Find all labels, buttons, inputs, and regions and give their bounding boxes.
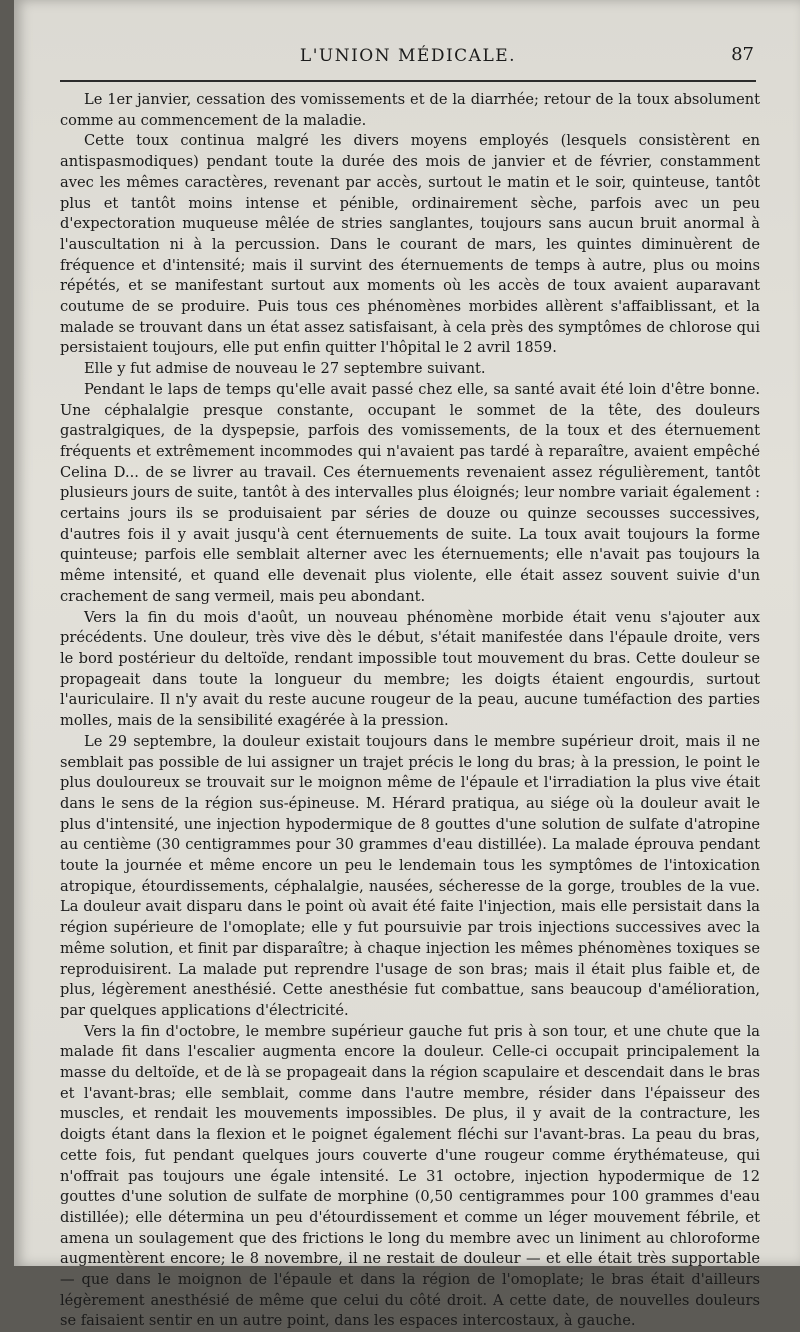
paragraph: Pendant le laps de temps qu'elle avait passé chez elle, sa santé avait été loin d'être bonne. Une céphalalgie presque constante, occupant le sommet de la tête, des douleurs gastralgiques, de la dyspepsie, parfois des vomissements, de la toux et des éternuement fréquents et extrêmement incommodes qui n'avaient pas tardé à reparaître, avaient empêché Celina D... de se livrer au travail. Ces éternuements revenaient assez régulièrement, tantôt plusieurs jours de suite, tantôt à des intervalles plus éloignés; leur nombre variait également : certains jours ils se produisaient par séries de douze ou quinze secousses successives, d'autres fois il y avait jusqu'à cent éternuements de suite. La toux avait toujours la forme quinteuse; parfois elle semblait alterner avec les éternuements; elle n'avait pas toujours la même intensité, et quand elle devenait plus violente, elle était assez souvent suivie d'un crachement de sang vermeil, mais peu abondant.: [60, 380, 761, 605]
paragraph: Le 29 septembre, la douleur existait toujours dans le membre supérieur droit, mais il ne semblait pas possible de lui assigner un trajet précis le long du bras; à la pression, le point le plus douloureux se trouvait sur le moignon même de l'épaule et l'irradiation la plus vive était dans le sens de la région sus-épineuse. M. Hérard pratiqua, au siége où la douleur avait le plus d'intensité, une injection hypodermique de 8 gouttes d'une solution de sulfate d'atropine au centième (30 centigrammes pour 30 grammes d'eau distillée). La malade éprouva pendant toute la journée et même encore un peu le lendemain tous les symptômes de l'intoxication atropique, étourdissements, céphalalgie, nausées, sécheresse de la gorge, troubles de la vue. La douleur avait disparu dans le point où avait été faite l'injection, mais elle persistait dans la région supérieure de l'omoplate; elle y fut poursuivie par trois injections successives avec la même solution, et finit par disparaître; à chaque injection les mêmes phénomènes toxiques se reproduisirent. La malade put reprendre l'usage de son bras; mais il était plus faible et, de plus, légèrement anesthésié. Cette anesthésie fut combattue, sans beaucoup d'amélioration, par quelques applications d'électricité.: [60, 732, 760, 1019]
paragraph: Elle y fut admise de nouveau le 27 septembre suivant.: [84, 360, 486, 378]
page-number: 87: [731, 44, 754, 65]
paragraph: Vers la fin d'octobre, le membre supérieur gauche fut pris à son tour, et une chute que la malade fit dans l'escalier augmenta encore la douleur. Celle-ci occupait principalement la masse du deltoïde, et de là se propageait dans la région scapulaire et descendait dans le bras et l'avant-bras; elle semblait, comme dans l'autre membre, résider dans l'épaisseur des muscles, et rendait les mouvements impossibles. De plus, il y avait de la contracture, les doigts étant dans la flexion et le poignet également fléchi sur l'avant-bras. La peau du bras, cette fois, fut pendant quelques jours couverte d'une rougeur comme érythémateuse, qui n'offrait pas toujours une égale intensité. Le 31 octobre, injection hypodermique de 12 gouttes d'une solution de sulfate de morphine (0,50 centigrammes pour 100 grammes d'eau distillée); elle détermina un peu d'étourdissement et comme un léger mouvement fébrile, et amena un soulagement que des frictions le long du membre avec un liniment au chloroforme augmentèrent encore; le 8 novembre, il ne restait de douleur — et elle était très supportable — que dans le moignon de l'épaule et dans la région de l'omoplate; le bras était d'ailleurs légèrement anesthésié de même que celui du côté droit. A cette date, de nouvelles douleurs se faisaient sentir en un autre point, dans les espaces intercostaux, à gauche.: [60, 1022, 760, 1330]
body-text: [60, 90, 760, 1332]
page-header: [60, 40, 756, 70]
header-rule: [60, 80, 756, 82]
paragraph: Cette toux continua malgré les divers moyens employés (lesquels consistèrent en antispasmodiques) pendant toute la durée des mois de janvier et de février, constamment avec les mêmes caractères, revenant par accès, surtout le matin et le soir, quinteuse, tantôt plus et tantôt moins intense et pénible, ordinairement sèche, parfois avec un peu d'expectoration muqueuse mêlée de stries sanglantes, toujours sans aucun bruit anormal à l'auscultation ni à la percussion. Dans le courant de mars, les quintes diminuèrent de fréquence et d'intensité; mais il survint des éternuements de temps à autre, plus ou moins répétés, et se manifestant surtout aux moments où les accès de toux avaient auparavant coutume de se produire. Puis tous ces phénomènes morbides allèrent s'affaiblissant, et la malade se trouvant dans un état assez satisfaisant, à cela près des symptômes de chlorose qui persistaient toujours, elle put enfin quitter l'hôpital le 2 avril 1859.: [60, 132, 760, 357]
book-page: [14, 0, 800, 1330]
paragraph: Le 1er janvier, cessation des vomissements et de la diarrhée; retour de la toux absolument comme au commencement de la maladie.: [60, 91, 760, 129]
paragraph: Vers la fin du mois d'août, un nouveau phénomène morbide était venu s'ajouter aux précédents. Une douleur, très vive dès le début, s'était manifestée dans l'épaule droite, vers le bord postérieur du deltoïde, rendant impossible tout mouvement du bras. Cette douleur se propageait dans toute la longueur du membre; les doigts étaient engourdis, surtout l'auriculaire. Il n'y avait du reste aucune rougeur de la peau, aucune tuméfaction des parties molles, mais de la sensibilité exagérée à la pression.: [60, 608, 760, 730]
running-title: L'UNION MÉDICALE.: [299, 46, 517, 66]
